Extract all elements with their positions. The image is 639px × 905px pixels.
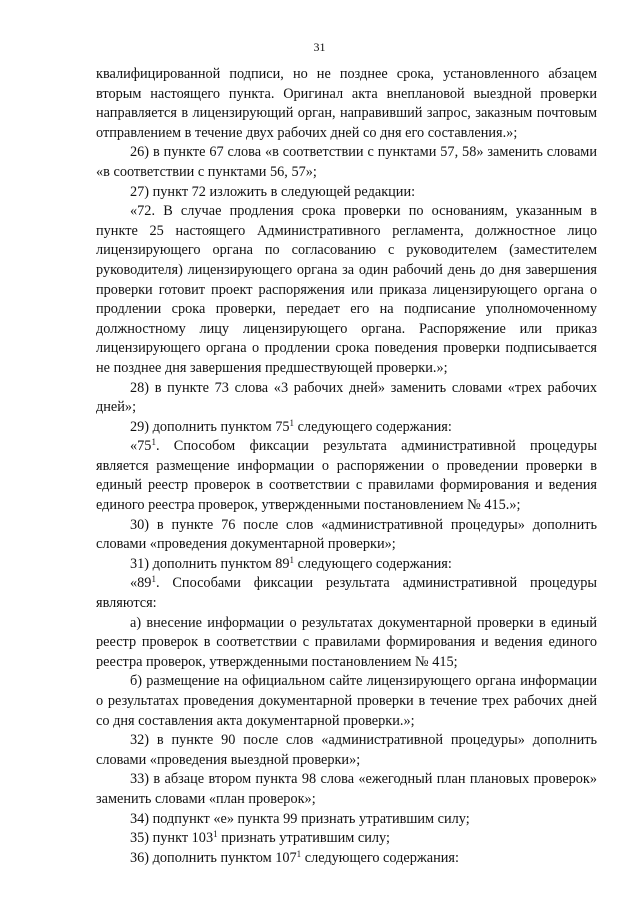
text-part: . Способами фиксации результата административной процедуры являются: — [96, 575, 597, 612]
text-part: «89 — [130, 575, 152, 592]
text-part: признать утратившим силу; — [217, 830, 390, 847]
paragraph-item-30: 30) в пункте 76 после слов «административной процедуры» дополнить словами «проведения документарной проверки»; — [96, 516, 597, 553]
paragraph-item-32: 32) в пункте 90 после слов «административной процедуры» дополнить словами «проведения выездной проверки»; — [96, 732, 597, 768]
page-number: 31 — [313, 40, 326, 54]
text-part: 29) дополнить пунктом 75 — [130, 418, 290, 435]
paragraph-subitem-b: б) размещение на официальном сайте лицензирующего органа информации о результатах проведения документарной проверки в течение трех рабочих дней со дня составления акта документарной проверки.»; — [96, 673, 597, 729]
paragraph-item-33: 33) в абзаце втором пункта 98 слова «ежегодный план плановых проверок» заменить словами «план проверок»; — [96, 771, 597, 807]
superscript: 1 — [289, 554, 295, 565]
text-part: 36) дополнить пунктом 107 — [130, 849, 297, 866]
paragraph-item-35 — [96, 829, 597, 849]
paragraph-item-36 — [96, 849, 597, 869]
superscript: 1 — [296, 848, 302, 859]
superscript: 1 — [151, 574, 156, 585]
text-part: «75 — [130, 438, 152, 455]
paragraph-item-27: 27) пункт 72 изложить в следующей редакции: — [130, 183, 416, 200]
paragraph-continuation: квалифицированной подписи, но не позднее срока, установленного абзацем вторым настоящего пункта. Оригинал акта внеплановой выездной проверки направляется в лицензирующий орган, направивший запрос, заказным почтовым отправлением в течение двух рабочих дней со дня его составления.»; — [96, 66, 597, 141]
document-body — [96, 65, 597, 868]
superscript: 1 — [151, 437, 156, 448]
superscript: 1 — [213, 829, 218, 840]
text-part: . Способом фиксации результата административной процедуры является размещение информации о распоряжении о проведении проверки в единый реестр проверок в соответствии с правилами формирования и ведения единого реестра проверок, утвержденными постановлением № 415.»; — [96, 438, 597, 514]
paragraph-item-26: 26) в пункте 67 слова «в соответствии с пунктами 57, 58» заменить словами «в соответствии с пунктами 56, 57»; — [96, 144, 597, 180]
paragraph-item-31 — [96, 555, 597, 575]
superscript: 1 — [289, 417, 295, 428]
paragraph-point-75-1 — [96, 437, 597, 515]
paragraph-point-72: «72. В случае продления срока проверки по основаниям, указанным в пункте 25 настоящего Административного регламента, должностное лицо лицензирующего органа по согласованию с руководителем (заместителем руководителя) лицензирующего органа за один рабочий день до дня завершения проверки готовит проект распоряжения или приказа лицензирующего органа о продлении срока проверки, передает его на подписание уполномоченному должностному лицу лицензирующего органа. Распоряжение или приказ лицензирующего органа о продлении срока поведения проверки подписывается не позднее дня завершения предшествующей проверки.»; — [96, 203, 597, 376]
paragraph-item-34: 34) подпункт «е» пункта 99 признать утратившим силу; — [130, 810, 470, 827]
text-part: следующего содержания: — [294, 555, 452, 572]
text-part: следующего содержания: — [294, 418, 452, 435]
paragraph-point-89-1 — [96, 574, 597, 613]
text-part: 31) дополнить пунктом 89 — [130, 555, 290, 572]
paragraph-item-29 — [96, 418, 597, 438]
paragraph-subitem-a: а) внесение информации о результатах документарной проверки в единый реестр проверок в соответствии с правилами формирования и ведения единого реестра проверок, утвержденными постановлением № 415; — [96, 614, 597, 670]
paragraph-item-28: 28) в пункте 73 слова «3 рабочих дней» заменить словами «трех рабочих дней»; — [96, 379, 597, 416]
text-part: следующего содержания: — [301, 849, 459, 866]
text-part: 35) пункт 103 — [130, 830, 214, 847]
